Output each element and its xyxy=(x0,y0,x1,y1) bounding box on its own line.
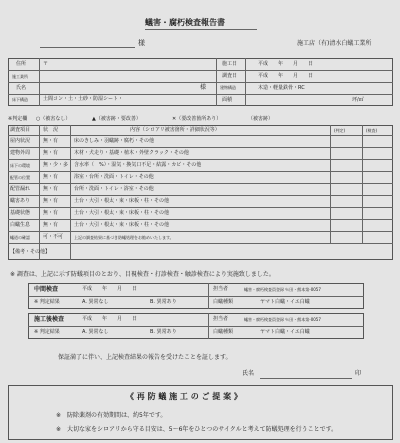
row-status: 無・少・多 xyxy=(43,162,69,168)
row-detail: 台所・洗面・トイレ・浴室・その他 xyxy=(74,186,154,192)
person-value: 蟻害・腐朽検査員登録 ％田・熊本第-0057 xyxy=(244,287,321,292)
company-name: 施工店（有)清水白蟻工業所 xyxy=(297,40,372,47)
row-item: 床下の環境 xyxy=(10,163,30,168)
customer-line xyxy=(40,47,135,48)
job-label: 施工業所 xyxy=(12,74,28,79)
person-label: 担当者 xyxy=(213,286,229,292)
col-detail: 内容（シロアリ被害箇所・詳細状況等） xyxy=(130,127,220,133)
method-label: 白蟻種類 xyxy=(213,299,234,305)
method-value: ヤマト白蟻・イエ白蟻 xyxy=(260,299,310,305)
col-status: 状 況 xyxy=(43,127,59,133)
judge-b: B. 異常あり xyxy=(150,299,177,305)
row-status: 無・有 xyxy=(43,210,59,216)
col-inspect: (検査) xyxy=(366,128,378,133)
name-label: 氏名 xyxy=(16,85,27,91)
proposal-item: ※ 大切な家をシロアリから守る目安は、5〜6年をひとつのサイクルと考えて防蟻処理を行うことです。 xyxy=(56,426,338,433)
row-status: 無・有 xyxy=(43,186,59,192)
col-judge: (判定) xyxy=(334,128,346,133)
row-detail: 木材・犬走り・基礎・植木・外壁クラック・その他 xyxy=(74,150,189,156)
judge2-b: B. 異常あり xyxy=(150,329,177,335)
row-status: 無・有 xyxy=(43,198,59,204)
floor-unit: 坪/㎡ xyxy=(352,97,364,103)
row-detail: 床のきしみ・羽蟻跡・腐朽・その他 xyxy=(74,138,155,144)
honorific: 様 xyxy=(138,39,145,47)
sign-label: 氏名 xyxy=(242,370,255,377)
row-detail: 土台・大引・根太・束・床板・柱・その他 xyxy=(74,198,170,204)
row-detail: 上記の調査結果に基づき防蟻処理をお勧めいたします。 xyxy=(74,235,174,240)
row-status: 無・有 xyxy=(43,174,59,180)
method2-value: ヤマト白蟻・イエ白蟻 xyxy=(260,329,310,335)
work-date-label: 施工日 xyxy=(222,61,238,67)
person2-value: 蟻害・腐朽検査員登録 ％田・熊本第-0057 xyxy=(244,317,321,322)
proposal-item: ※ 防除薬剤の有効期間は、約5年です。 xyxy=(56,412,167,419)
row-detail: 土台・大引・根太・束・床板・柱・その他 xyxy=(74,210,170,216)
note-label: 【備考・その他】 xyxy=(10,249,51,255)
row-status: 無・有 xyxy=(43,138,59,144)
row-item: 蟻道の確認 xyxy=(10,235,30,240)
judge-a: A. 異常なし xyxy=(82,299,109,305)
work-date-value: 平成 年 月 日 xyxy=(258,61,314,67)
sign-line xyxy=(260,378,352,379)
address-value: 〒 xyxy=(43,61,49,67)
address-label: 住所 xyxy=(16,61,27,67)
title-underline xyxy=(145,29,257,30)
row-detail: 含水率（ %）・湿気・換気口不足・結露・カビ・その他 xyxy=(74,162,202,168)
row-status: 可・不可 xyxy=(43,234,64,240)
legend-d: （被害跡） xyxy=(248,116,274,122)
row-status: 無・有 xyxy=(43,222,59,228)
check-date: 平成 年 月 日 xyxy=(82,286,138,292)
row-detail: 浴室・台所・洗面・トイレ・その他 xyxy=(74,174,154,180)
col-item: 調査項目 xyxy=(10,127,31,133)
row-item: 配管の位置 xyxy=(10,175,30,180)
inspection-table xyxy=(8,125,393,260)
check-label: 中間検査 xyxy=(34,286,59,293)
row-item: 屋内状況 xyxy=(10,138,31,144)
legend-a: ○（被害なし） xyxy=(36,116,71,122)
row-item: 建物外周 xyxy=(10,150,31,156)
judge-label: ※ 判定結果 xyxy=(34,299,60,305)
structure-label: 建物構造 xyxy=(220,85,236,90)
legend-c: ✕（要改善箇所あり） xyxy=(172,116,222,122)
report-title: 蟻害・腐朽検査報告書 xyxy=(145,18,225,27)
row-item: 白蟻生息 xyxy=(10,222,31,228)
judge2-label: ※ 判定結果 xyxy=(34,329,60,335)
row-status: 無・有 xyxy=(43,150,59,156)
legend-title: ※判定欄 xyxy=(8,116,28,122)
seal-mark: 印 xyxy=(355,370,362,377)
legend-b: ▲（被害跡・要改善） xyxy=(92,116,141,122)
floor-label: 面積 xyxy=(222,97,233,103)
row-item: 配管漏れ xyxy=(10,186,31,192)
final-date: 平成 年 月 日 xyxy=(82,316,138,322)
method2-label: 白蟻種類 xyxy=(213,329,234,335)
person2-label: 担当者 xyxy=(213,316,229,322)
row-item: 蟻害あり xyxy=(10,198,31,204)
row-detail: 土台・大引・根太・束・床板・柱・その他 xyxy=(74,222,170,228)
proposal-title: 《 再 防 蟻 施 工 の ご 提 案 》 xyxy=(126,392,242,401)
name-value: 様 xyxy=(200,84,207,91)
area-label: 床下構造 xyxy=(12,97,28,102)
survey-date-label: 調査日 xyxy=(222,73,238,79)
final-label: 施工後検査 xyxy=(34,316,65,323)
survey-date-value: 平成 年 月 日 xyxy=(258,73,314,79)
statement: ※ 調査は、上記に示す防蟻項目のとおり、目視検査・打診検査・触診検査により実施致しました。 xyxy=(10,271,275,278)
structure-value: 木造・軽量鉄骨・RC xyxy=(258,85,305,91)
receipt-text: 保証満了に伴い、上記検査結果の報告を受けたことを証します。 xyxy=(58,354,232,361)
judge2-a: A. 異常なし xyxy=(82,329,109,335)
row-item: 基礎状態 xyxy=(10,210,31,216)
area-value: 土間コン・土・土砂・防湿シート・ xyxy=(43,96,124,102)
